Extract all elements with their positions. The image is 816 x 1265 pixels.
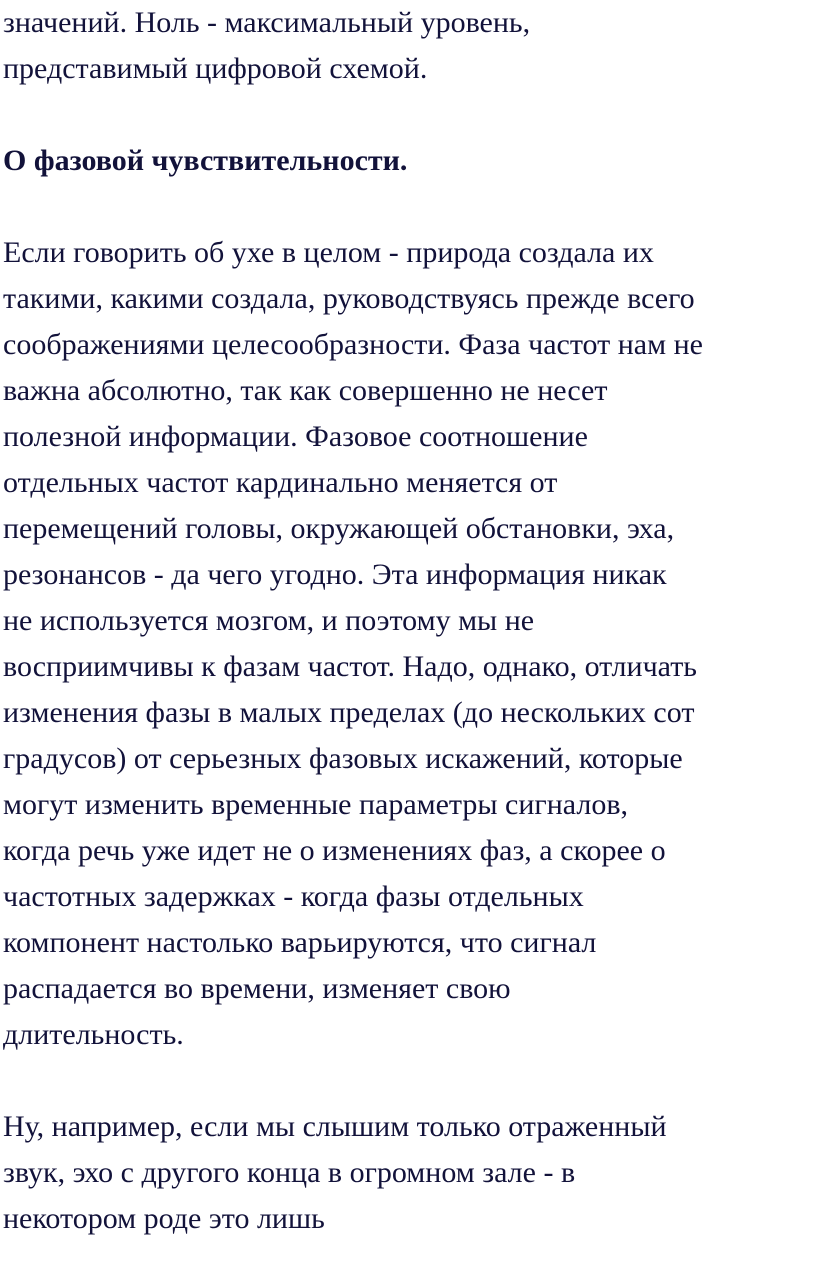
text-line: Ну, например, если мы слышим только отраженный [3,1110,667,1143]
text-line: такими, какими создала, руководствуясь прежде всего [3,282,695,315]
text-line: Если говорить об ухе в целом - природа создала их [3,236,654,269]
text-line: некотором роде это лишь [3,1202,325,1235]
paragraph-gap [3,184,815,230]
text-line: распадается во времени, изменяет свою [3,972,511,1005]
text-line: важна абсолютно, так как совершенно не несет [3,374,608,407]
document-page [3,0,815,1242]
section-heading [3,138,815,184]
text-line: не используется мозгом, и поэтому мы не [3,604,535,637]
text-line: длительность. [3,1018,184,1051]
paragraph-phase-sensitivity [3,230,815,1058]
text-line: отдельных частот кардинально меняется от [3,466,558,499]
text-line: перемещений головы, окружающей обстановки, эха, [3,512,675,545]
text-line: градусов) от серьезных фазовых искажений, которые [3,742,683,775]
text-line: частотных задержках - когда фазы отдельных [3,880,584,913]
text-line: восприимчивы к фазам частот. Надо, однако, отличать [3,650,697,683]
paragraph-example [3,1104,815,1242]
text-line: когда речь уже идет не о изменениях фаз, а скорее о [3,834,666,867]
text-line: резонансов - да чего угодно. Эта информация никак [3,558,667,591]
paragraph-gap [3,92,815,138]
text-line: представимый цифровой схемой. [3,52,428,85]
paragraph-gap [3,1058,815,1104]
text-line: могут изменить временные параметры сигналов, [3,788,629,821]
text-line: значений. Ноль - максимальный уровень, [3,6,531,39]
text-line: компонент настолько варьируются, что сигнал [3,926,597,959]
intro-paragraph [3,0,815,92]
heading-text: О фазовой чувствительности. [3,144,408,177]
text-line: соображениями целесообразности. Фаза частот нам не [3,328,703,361]
text-line: изменения фазы в малых пределах (до нескольких сот [3,696,695,729]
text-line: звук, эхо с другого конца в огромном зале - в [3,1156,576,1189]
text-line: полезной информации. Фазовое соотношение [3,420,588,453]
